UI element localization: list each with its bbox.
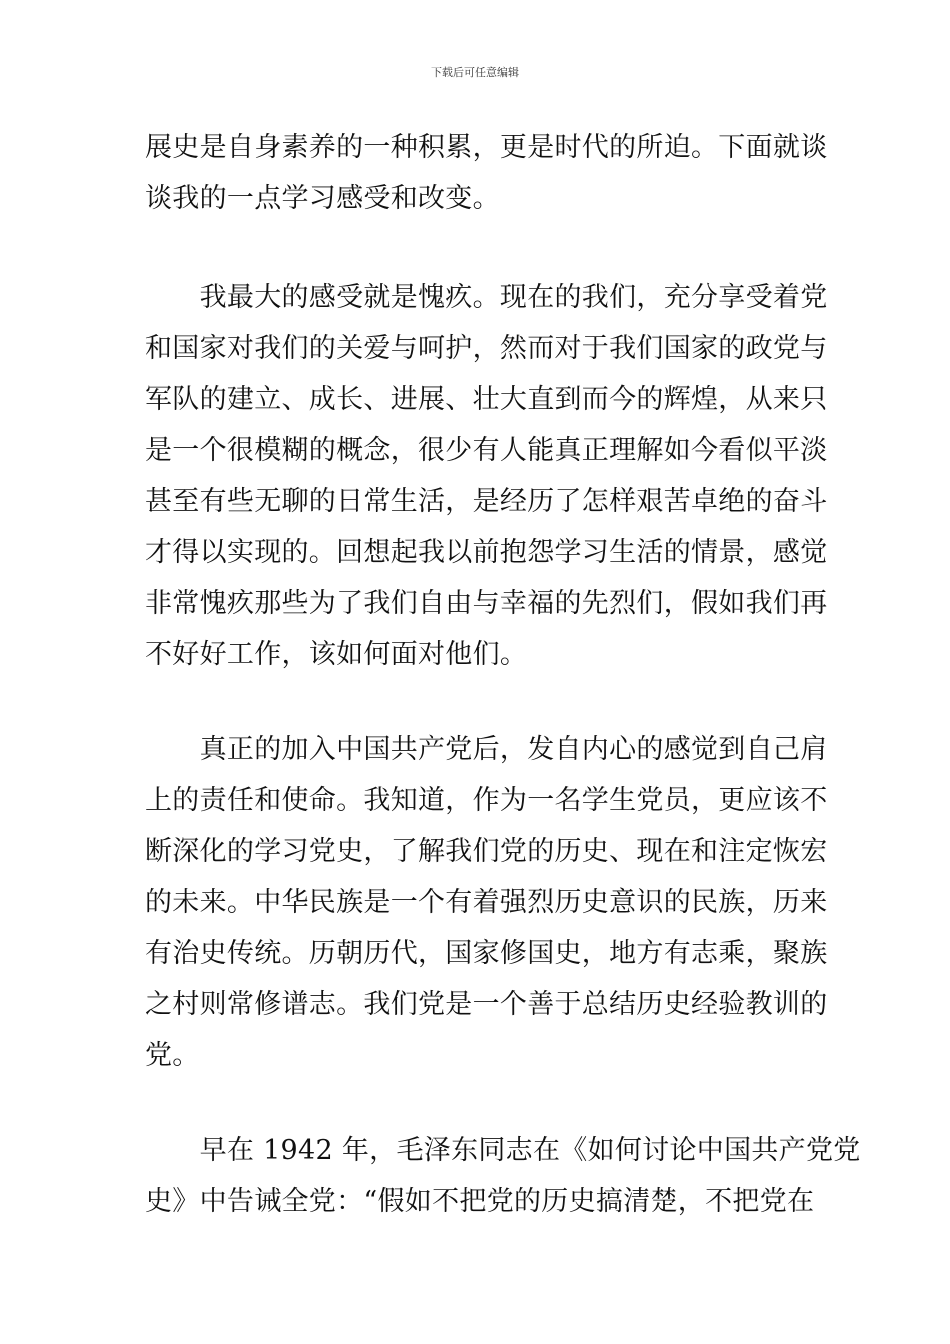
- text-line: 有治史传统。历朝历代，国家修国史，地方有志乘，聚族: [145, 938, 828, 969]
- text-line: 的未来。中华民族是一个有着强烈历史意识的民族，历来: [145, 887, 828, 918]
- text-line: 非常愧疚那些为了我们自由与幸福的先烈们，假如我们再: [145, 588, 828, 619]
- text-line: 早在 1942 年，毛泽东同志在《如何讨论中国共产党党: [145, 1135, 861, 1166]
- text-line: 不好好工作，该如何面对他们。: [145, 639, 528, 670]
- text-line: 甚至有些无聊的日常生活，是经历了怎样艰苦卓绝的奋斗: [145, 486, 828, 517]
- text-line: 是一个很模糊的概念，很少有人能真正理解如今看似平淡: [145, 435, 828, 466]
- text-line: 真正的加入中国共产党后，发自内心的感觉到自己肩: [145, 734, 828, 765]
- text-line: 军队的建立、成长、进展、壮大直到而今的辉煌，从来只: [145, 384, 828, 415]
- text-line: 我最大的感受就是愧疚。现在的我们，充分享受着党: [145, 282, 828, 313]
- text-line: 和国家对我们的关爱与呵护，然而对于我们国家的政党与: [145, 333, 828, 364]
- text-line: 才得以实现的。回想起我以前抱怨学习生活的情景，感觉: [145, 537, 828, 568]
- text-line: 上的责任和使命。我知道，作为一名学生党员，更应该不: [145, 785, 828, 816]
- page-header: 下载后可任意编辑: [431, 66, 519, 79]
- text-line: 展史是自身素养的一种积累，更是时代的所迫。下面就谈: [145, 132, 828, 163]
- text-line: 断深化的学习党史，了解我们党的历史、现在和注定恢宏: [145, 836, 828, 867]
- text-line: 史》中告诫全党：“假如不把党的历史搞清楚，不把党在: [145, 1186, 815, 1217]
- text-line: 之村则常修谱志。我们党是一个善于总结历史经验教训的: [145, 989, 828, 1020]
- text-line: 谈我的一点学习感受和改变。: [145, 183, 500, 214]
- text-line: 党。: [145, 1040, 200, 1071]
